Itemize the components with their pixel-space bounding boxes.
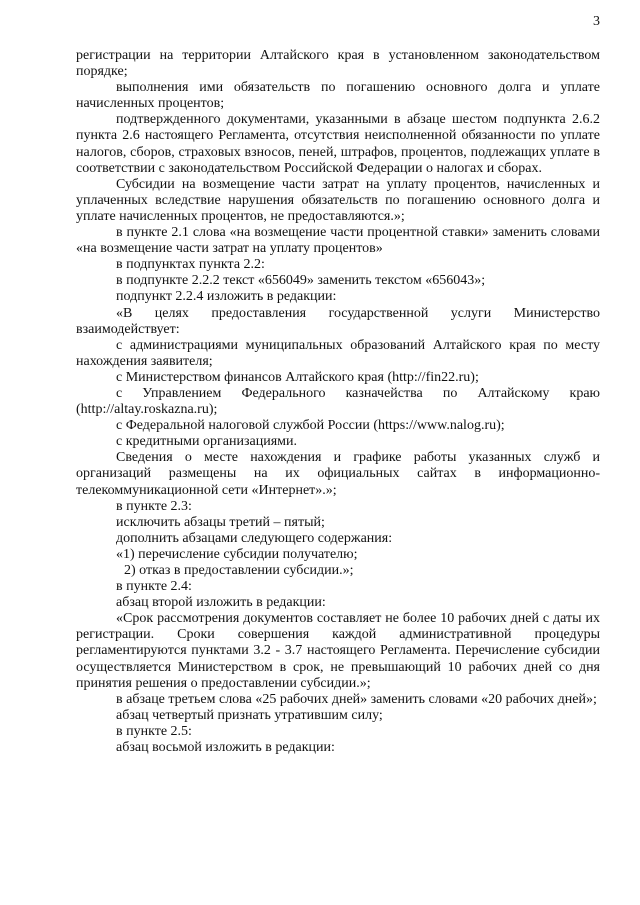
document-body — [76, 48, 600, 756]
paragraph: абзац второй изложить в редакции: — [116, 595, 326, 611]
paragraph: «В целях предоставления государственной услуги Министерство взаимодействует: — [76, 305, 600, 337]
paragraph: в подпунктах пункта 2.2: — [116, 257, 265, 273]
paragraph: в пункте 2.1 слова «на возмещение части процентной ставки» заменить словами «на возмещение части затрат на уплату процентов» — [76, 225, 600, 257]
paragraph: с кредитными организациями. — [116, 434, 297, 450]
paragraph: абзац восьмой изложить в редакции: — [116, 740, 335, 756]
paragraph: с Управлением Федерального казначейства по Алтайскому краю (http://altay.roskazna.ru); — [76, 385, 600, 418]
paragraph: в пункте 2.4: — [116, 579, 192, 595]
paragraph: исключить абзацы третий – пятый; — [116, 514, 325, 530]
paragraph: в пункте 2.5: — [116, 723, 192, 739]
paragraph: в абзаце третьем слова «25 рабочих дней» заменить словами «20 рабочих дней»; — [116, 691, 597, 707]
paragraph: в пункте 2.3: — [116, 498, 192, 514]
paragraph: Субсидии на возмещение части затрат на уплату процентов, начисленных и уплаченных вследствие нарушения обязательств по погашению основного долга и уплате начисленных процентов, не предоставляются.»; — [76, 176, 600, 224]
paragraph: с Федеральной налоговой службой России (https://www.nalog.ru); — [116, 418, 505, 434]
paragraph: с Министерством финансов Алтайского края (http://fin22.ru); — [116, 369, 479, 385]
paragraph: «1) перечисление субсидии получателю; — [116, 546, 358, 562]
paragraph: регистрации на территории Алтайского края в установленном законодательством порядке; — [76, 48, 600, 80]
paragraph: с администрациями муниципальных образований Алтайского края по месту нахождения заявителя; — [76, 337, 600, 369]
paragraph: «Срок рассмотрения документов составляет не более 10 рабочих дней с даты их регистрации. Сроки совершения каждой административной процедуры регламентируются пунктами 3.2 - 3.7 настоящего Регламента. Перечисление субсидии осуществляется Министерством в срок, не превышающий 10 рабочих дней со дня принятия решения о предоставлении субсидии.»; — [76, 611, 600, 691]
paragraph: дополнить абзацами следующего содержания: — [116, 530, 393, 546]
page-number: 3 — [593, 14, 600, 29]
paragraph: выполнения ими обязательств по погашению основного долга и уплате начисленных процентов; — [76, 80, 600, 112]
paragraph: абзац четвертый признать утратившим силу; — [116, 707, 383, 723]
paragraph: 2) отказ в предоставлении субсидии.»; — [124, 563, 354, 578]
paragraph: в подпункте 2.2.2 текст «656049» заменить текстом «656043»; — [116, 273, 486, 289]
paragraph: подтвержденного документами, указанными в абзаце шестом подпункта 2.6.2 пункта 2.6 настоящего Регламента, отсутствия неисполненной обязанности по уплате налогов, сборов, страховых взносов, пеней, штрафов, процентов, подлежащих уплате в соответствии с законодательством Российской Федерации о налогах и сборах. — [76, 112, 600, 176]
paragraph: подпункт 2.2.4 изложить в редакции: — [116, 289, 337, 305]
paragraph: Сведения о месте нахождения и графике работы указанных служб и организаций размещены на их официальных сайтах в информационно-телекоммуникационной сети «Интернет».»; — [76, 450, 600, 498]
